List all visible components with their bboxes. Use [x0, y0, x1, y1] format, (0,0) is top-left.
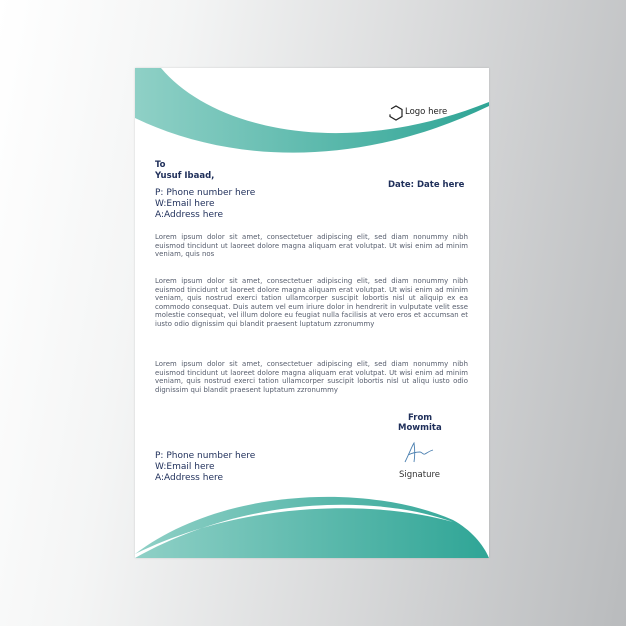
logo-text: Logo here	[405, 107, 448, 117]
top-phone: P: Phone number here	[155, 188, 256, 198]
logo	[389, 105, 469, 125]
body-paragraph-2: Lorem ipsum dolor sit amet, consectetuer adipiscing elit, sed diam nonummy nibh euismod tincidunt ut laoreet dolore magna aliquam erat volutpat. Ut wisi enim ad minim veniam, quis nostrud exerci tation ullamcorper suscipit lobortis nisl ut aliquip ex ea commodo consequat. Duis autem vel eum iriure dolor in hendrerit in vulputate velit esse molestie consequat, vel illum dolore eu feugiat nulla facilisis at vero eros et accumsan et iusto odio dignissim qui blandit praesent luptatum zzronummy	[155, 277, 468, 328]
body-paragraph-3: Lorem ipsum dolor sit amet, consectetuer adipiscing elit, sed diam nonummy nibh euismod tincidunt ut laoreet dolore magna aliquam erat volutpat. Ut wisi enim ad minim veniam, quis nostrud exerci tation ullamcorper suscipit lobortis nisl ut aliqu iusto odio dignissim qui blandit praesent luptatum zzronummy	[155, 360, 468, 394]
letterhead-page	[135, 68, 489, 558]
top-address: A:Address here	[155, 210, 224, 220]
body-paragraph-1: Lorem ipsum dolor sit amet, consectetuer adipiscing elit, sed diam nonummy nibh euismod tincidunt ut laoreet dolore magna aliquam erat volutpat. Ut wisi enim ad minim veniam, quis nos	[155, 233, 468, 258]
bottom-phone: P: Phone number here	[155, 451, 256, 461]
from-label: From	[408, 413, 433, 423]
hexagon-outline-icon	[389, 105, 403, 121]
signature-scribble-icon	[403, 440, 439, 466]
to-label: To	[155, 160, 166, 170]
recipient-name: Yusuf Ibaad,	[155, 171, 215, 181]
sender-name: Mowmita	[398, 423, 442, 433]
top-email: W:Email here	[155, 199, 215, 209]
signature-label: Signature	[399, 470, 441, 480]
bottom-address: A:Address here	[155, 473, 224, 483]
date-line: Date: Date here	[388, 180, 465, 190]
bottom-email: W:Email here	[155, 462, 215, 472]
